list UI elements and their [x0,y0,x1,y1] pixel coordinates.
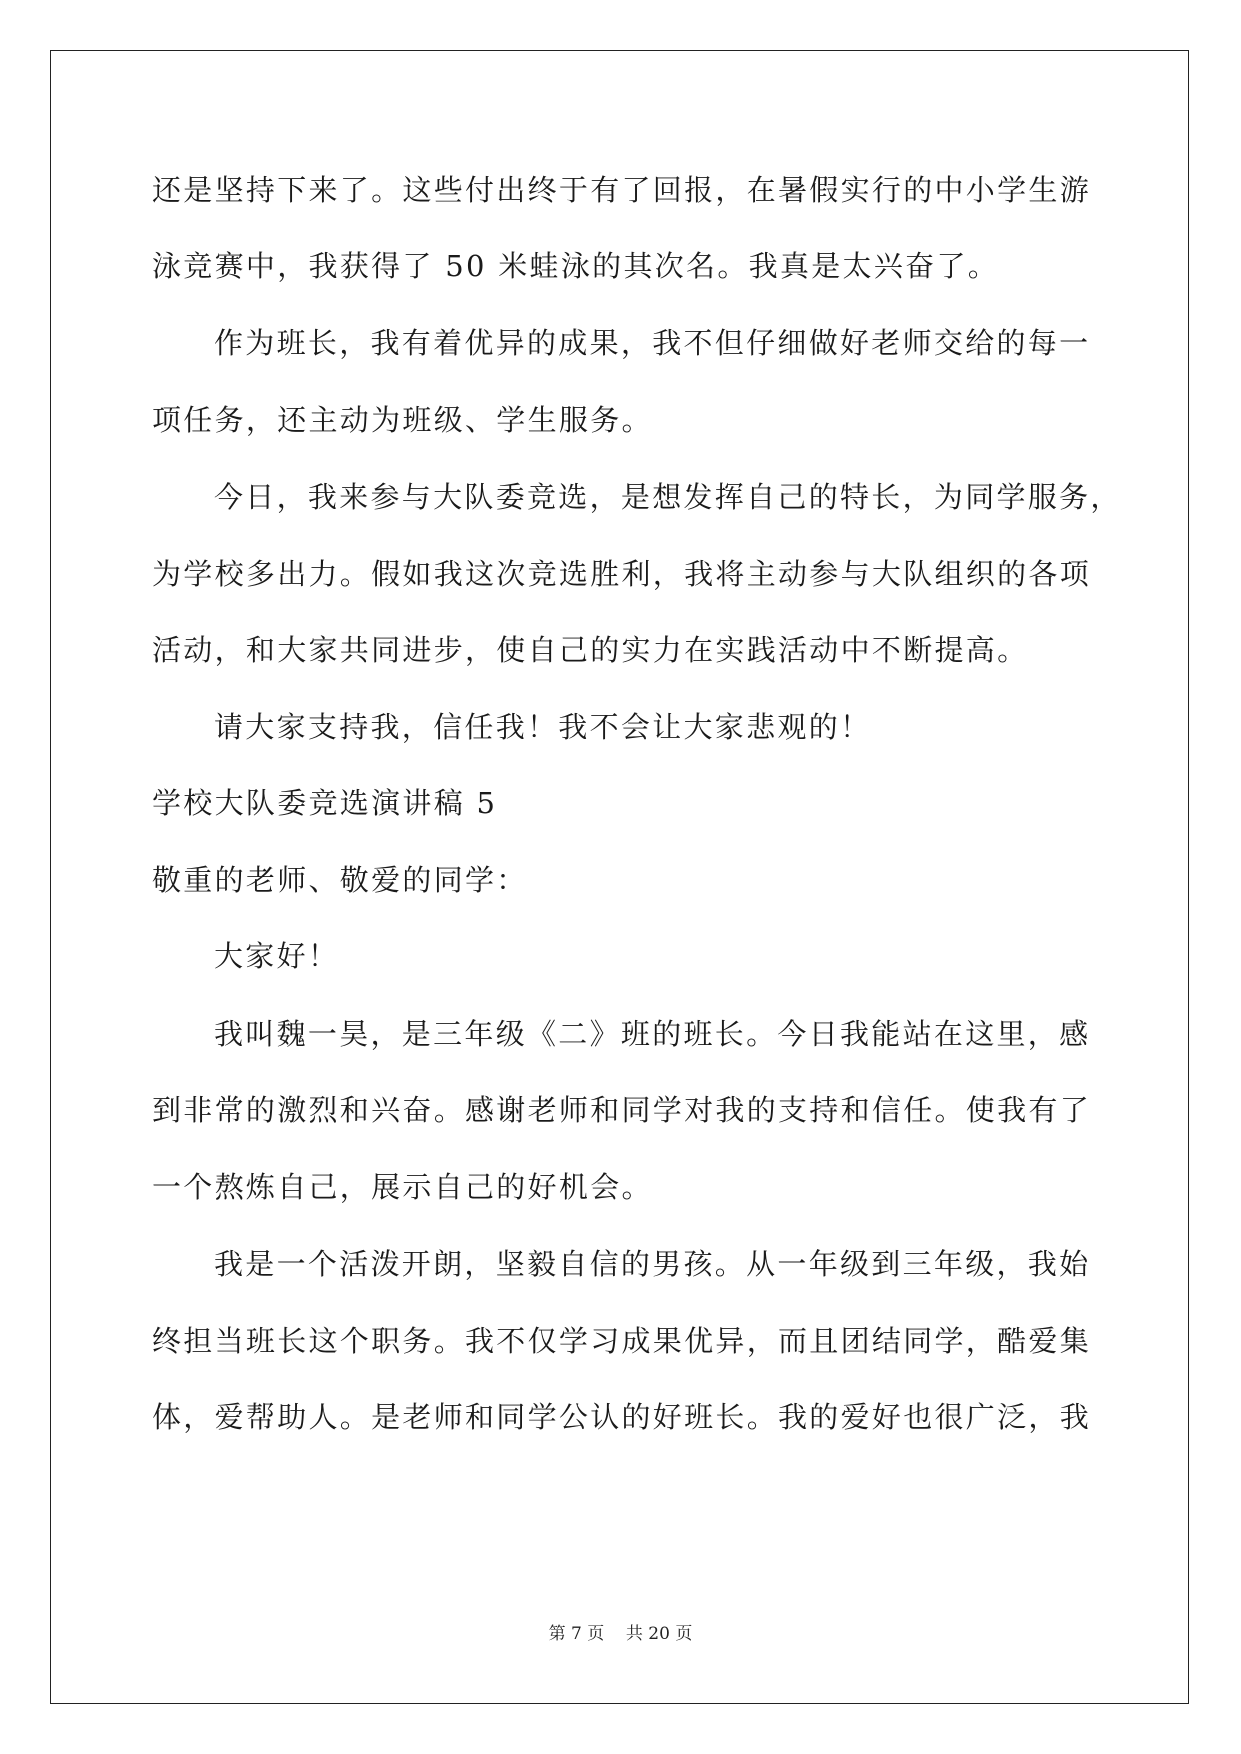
text-line: 活动，和大家共同进步，使自己的实力在实践活动中不断提高。 [152,633,1029,667]
text-line: 体，爱帮助人。是老师和同学公认的好班长。我的爱好也很广泛，我 [152,1400,1092,1434]
text-line: 泳竞赛中，我获得了 50 米蛙泳的其次名。我真是太兴奋了。 [152,249,1000,283]
greeting: 大家好！ [214,939,340,973]
text-line: 一个熬炼自己，展示自己的好机会。 [152,1170,653,1204]
text-line: 为学校多出力。假如我这次竞选胜利，我将主动参与大队组织的各项 [152,557,1092,591]
salutation: 敬重的老师、敬爱的同学： [152,863,528,897]
page-footer [0,1623,1241,1645]
text-line: 到非常的激烈和兴奋。感谢老师和同学对我的支持和信任。使我有了 [152,1093,1092,1127]
text-line: 还是坚持下来了。这些付出终于有了回报，在暑假实行的中小学生游 [152,173,1092,207]
paragraph-line: 今日，我来参与大队委竞选，是想发挥自己的特长，为同学服务， [214,480,1122,514]
section-heading: 学校大队委竞选演讲稿 5 [152,786,498,820]
text-line: 项任务，还主动为班级、学生服务。 [152,403,653,437]
page-number: 第 7 页 [548,1624,605,1644]
paragraph-line: 请大家支持我，信任我！我不会让大家悲观的！ [214,710,872,744]
total-pages: 共 20 页 [625,1624,693,1644]
text-line: 终担当班长这个职务。我不仅学习成果优异，而且团结同学，酷爱集 [152,1324,1092,1358]
paragraph-line: 我是一个活泼开朗，坚毅自信的男孩。从一年级到三年级，我始 [214,1247,1091,1281]
paragraph-line: 我叫魏一昊，是三年级《二》班的班长。今日我能站在这里，感 [214,1017,1091,1051]
paragraph-line: 作为班长，我有着优异的成果，我不但仔细做好老师交给的每一 [214,326,1091,360]
